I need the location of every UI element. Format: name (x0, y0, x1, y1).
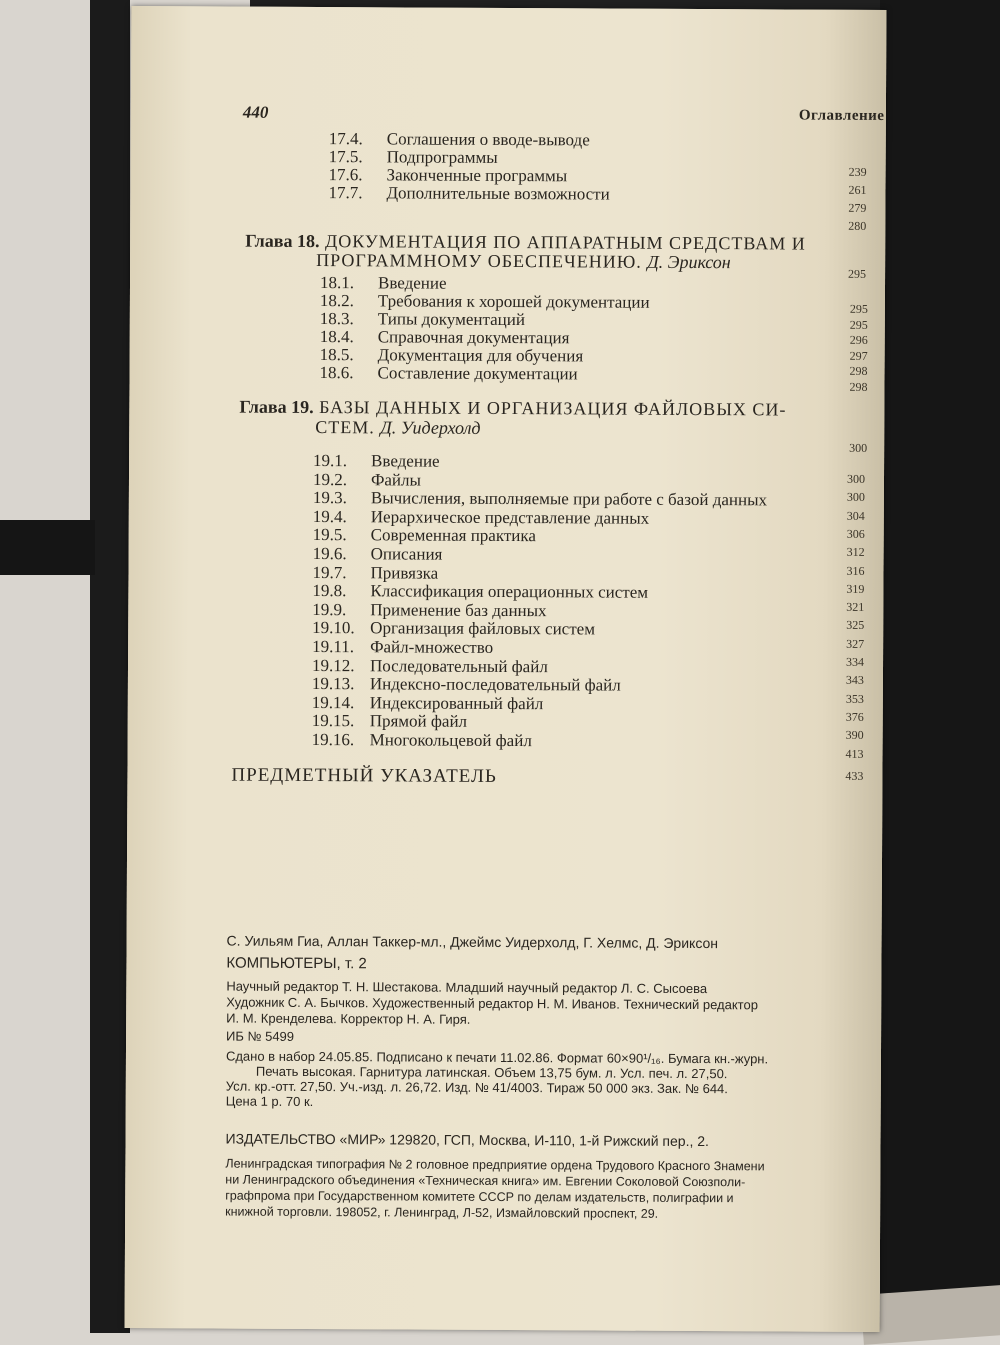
toc-page-number: 316 (846, 563, 865, 578)
imprint-printer-line: Ленинградская типография № 2 головное предприятие ордена Трудового Красного Знамени (225, 1156, 765, 1174)
chapter-18-page: 295 (848, 266, 867, 281)
toc-item-number: 19.7. (312, 562, 347, 582)
index-entry-title: ПРЕДМЕТНЫЙ УКАЗАТЕЛЬ (231, 764, 497, 787)
toc-page-number: 300 (846, 471, 866, 486)
toc-item-title: Современная практика (370, 525, 537, 546)
toc-item-number: 19.15. (311, 711, 355, 731)
toc-page-number: 279 (848, 200, 867, 215)
toc-item-number: 17.6. (328, 165, 363, 185)
toc-page-number: 321 (846, 599, 865, 614)
toc-item-number: 19.6. (312, 543, 347, 564)
toc-item-number: 19.11. (312, 636, 355, 657)
toc-item-title: Файл-множество (370, 637, 494, 657)
toc-item-number: 19.9. (312, 599, 347, 619)
page-number: 440 (242, 102, 269, 122)
book-cover-left (90, 0, 130, 1333)
imprint-ib-number: ИБ № 5499 (226, 1028, 295, 1044)
imprint-print-line: Печать высокая. Гарнитура латинская. Объем 13,75 бум. л. Усл. печ. л. 27,50. (255, 1063, 728, 1082)
toc-page-number: 390 (845, 727, 864, 743)
toc-item-title: Дополнительные возможности (386, 183, 610, 204)
toc-item-number: 17.7. (328, 183, 363, 203)
toc-item-title: Классификация операционных систем (370, 581, 649, 602)
toc-page-number: 297 (849, 348, 868, 363)
toc-item (313, 544, 443, 565)
toc-item (312, 711, 467, 732)
toc-page-number: 298 (849, 363, 868, 378)
toc-item-number: 18.4. (319, 327, 354, 347)
toc-page-number: 319 (846, 581, 865, 596)
toc-item-number: 18.1. (319, 273, 355, 293)
toc-item-number: 18.6. (319, 363, 354, 383)
toc-item-title: Последовательный файл (369, 655, 548, 676)
toc-page-number: 295 (849, 317, 868, 332)
chapter-19-author: Д. Уидерхолд (380, 417, 481, 438)
toc-item-number: 19.12. (311, 655, 355, 675)
toc-item (328, 183, 609, 204)
toc-page-number: 296 (849, 332, 868, 347)
imprint-print-line: Усл. кр.-отт. 27,50. Уч.-изд. л. 26,72. Изд. № 41/4003. Тираж 50 000 экз. Зак. № 644. (225, 1078, 728, 1097)
chapter-19-heading-line2 (315, 417, 480, 439)
toc-item-title: Вычисления, выполняемые при работе с базой данных (370, 488, 768, 510)
toc-page-number: 325 (846, 618, 865, 633)
toc-item-title: Многокольцевой файл (369, 730, 532, 751)
toc-page-number: 280 (848, 218, 867, 233)
toc-item (319, 363, 577, 384)
toc-item-number: 19.16. (311, 729, 355, 750)
chapter-19-label: Глава 19. (239, 396, 314, 417)
toc-page-number: 304 (846, 508, 865, 523)
chapter-19-title-line1: БАЗЫ ДАННЫХ И ОРГАНИЗАЦИЯ ФАЙЛОВЫХ СИ- (319, 397, 787, 420)
book-page (125, 6, 887, 1332)
imprint-printer-line: графпрома при Государственном комитете СССР по делам издательств, полиграфии и (225, 1188, 734, 1206)
toc-item-number: 18.2. (319, 291, 354, 311)
toc-item-title: Прямой файл (369, 711, 468, 732)
toc-page-number: 295 (849, 301, 868, 316)
toc-item-title: Подпрограммы (386, 147, 498, 167)
next-page-edge (860, 1285, 1000, 1345)
toc-item-number: 17.4. (328, 129, 363, 149)
toc-item-title: Требования к хорошей документации (377, 291, 650, 312)
toc-item-title: Законченные программы (386, 165, 568, 186)
toc-item (313, 451, 440, 472)
toc-page-number: 343 (845, 673, 864, 688)
toc-item-title: Файлы (370, 469, 422, 490)
chapter-18-label: Глава 18. (245, 230, 320, 252)
toc-page-number: 312 (846, 544, 865, 560)
toc-page-number: 261 (848, 182, 867, 197)
toc-item-title: Индексно-последовательный файл (369, 674, 621, 695)
toc-item-title: Привязка (370, 562, 439, 583)
toc-item-number: 19.2. (312, 469, 348, 489)
toc-item-title: Введение (377, 273, 447, 293)
toc-item-title: Иерархическое представление данных (370, 507, 650, 528)
toc-item-number: 19.14. (311, 692, 355, 713)
background-stripe (0, 520, 95, 575)
imprint-publisher: ИЗДАТЕЛЬСТВО «МИР» 129820, ГСП, Москва, И-110, 1-й Рижский пер., 2. (225, 1130, 710, 1150)
chapter-18-author: Д. Эриксон (647, 251, 731, 273)
imprint-book-title: КОМПЬЮТЕРЫ, т. 2 (226, 954, 367, 973)
toc-item-title: Документация для обучения (377, 345, 584, 366)
toc-page-number: 306 (846, 526, 865, 541)
chapter-18-title-line1: ДОКУМЕНТАЦИЯ ПО АППАРАТНЫМ СРЕДСТВАМ И (324, 231, 806, 254)
toc-item-title: Соглашения о вводе-выводе (386, 129, 590, 150)
imprint-editor-line: Научный редактор Т. Н. Шестакова. Младший научный редактор Л. С. Сысоева (226, 978, 708, 997)
toc-item-title: Типы документаций (377, 309, 526, 330)
toc-page-number: 353 (845, 691, 864, 706)
toc-item-title: Справочная документация (377, 327, 570, 348)
toc-item-number: 18.3. (319, 309, 354, 329)
imprint-authors: С. Уильям Гиа, Аллан Таккер-мл., Джеймс Уидерхолд, Г. Хелмс, Д. Эриксон (226, 932, 719, 952)
toc-item-title: Составление документации (377, 363, 578, 384)
toc-page-number: 298 (849, 379, 868, 394)
running-header: Оглавление (798, 107, 885, 124)
chapter-19-title-line2: СТЕМ. (315, 417, 375, 438)
toc-item-number: 19.1. (313, 450, 348, 471)
toc-item-number: 19.10. (312, 618, 355, 638)
toc-page-number: 239 (848, 164, 867, 179)
toc-page-number: 334 (846, 654, 865, 669)
book-cover-right (880, 0, 1000, 1333)
toc-item-number: 19.4. (312, 506, 347, 526)
imprint-printer-line: книжной торговли. 198052, г. Ленинград, Л-52, Измайловский проспект, 29. (225, 1204, 659, 1221)
imprint-print-line: Сдано в набор 24.05.85. Подписано к печати 11.02.86. Формат 60×90¹/₁₆. Бумага кн.-журн. (225, 1048, 769, 1067)
toc-item-title: Организация файловых систем (370, 618, 596, 639)
imprint-printer-line: ни Ленинградского объединения «Техническая книга» им. Евгении Соколовой Союзполи- (225, 1172, 746, 1190)
toc-item-title: Применение баз данных (370, 600, 547, 621)
toc-page-number: 327 (846, 636, 865, 651)
toc-item-number: 19.8. (312, 581, 347, 601)
toc-page-number: 376 (845, 709, 864, 724)
toc-item-number: 19.5. (312, 525, 347, 545)
imprint-print-line: Цена 1 р. 70 к. (225, 1093, 314, 1109)
imprint-editor-line: Художник С. А. Бычков. Художественный редактор Н. М. Иванов. Технический редактор (226, 994, 759, 1013)
toc-item-number: 17.5. (328, 147, 363, 167)
chapter-19-page: 300 (849, 440, 868, 455)
toc-item (313, 470, 421, 491)
toc-item-number: 19.13. (311, 674, 355, 694)
chapter-18-heading-line2 (316, 250, 731, 273)
toc-item-title: Индексированный файл (369, 693, 544, 713)
toc-item-title: Введение (371, 451, 440, 471)
index-entry-page: 433 (845, 768, 864, 783)
toc-page-number: 300 (846, 490, 865, 505)
toc-item-number: 18.5. (319, 345, 354, 365)
toc-item (312, 563, 438, 584)
toc-item-number: 19.3. (312, 488, 347, 508)
imprint-editor-line: И. М. Кренделева. Корректор Н. А. Гиря. (226, 1010, 471, 1027)
toc-item-title: Описания (370, 544, 443, 564)
toc-page-number: 413 (845, 746, 864, 761)
chapter-18-title-line2: ПРОГРАММНОМУ ОБЕСПЕЧЕНИЮ. (316, 250, 642, 272)
toc-item (312, 730, 532, 751)
